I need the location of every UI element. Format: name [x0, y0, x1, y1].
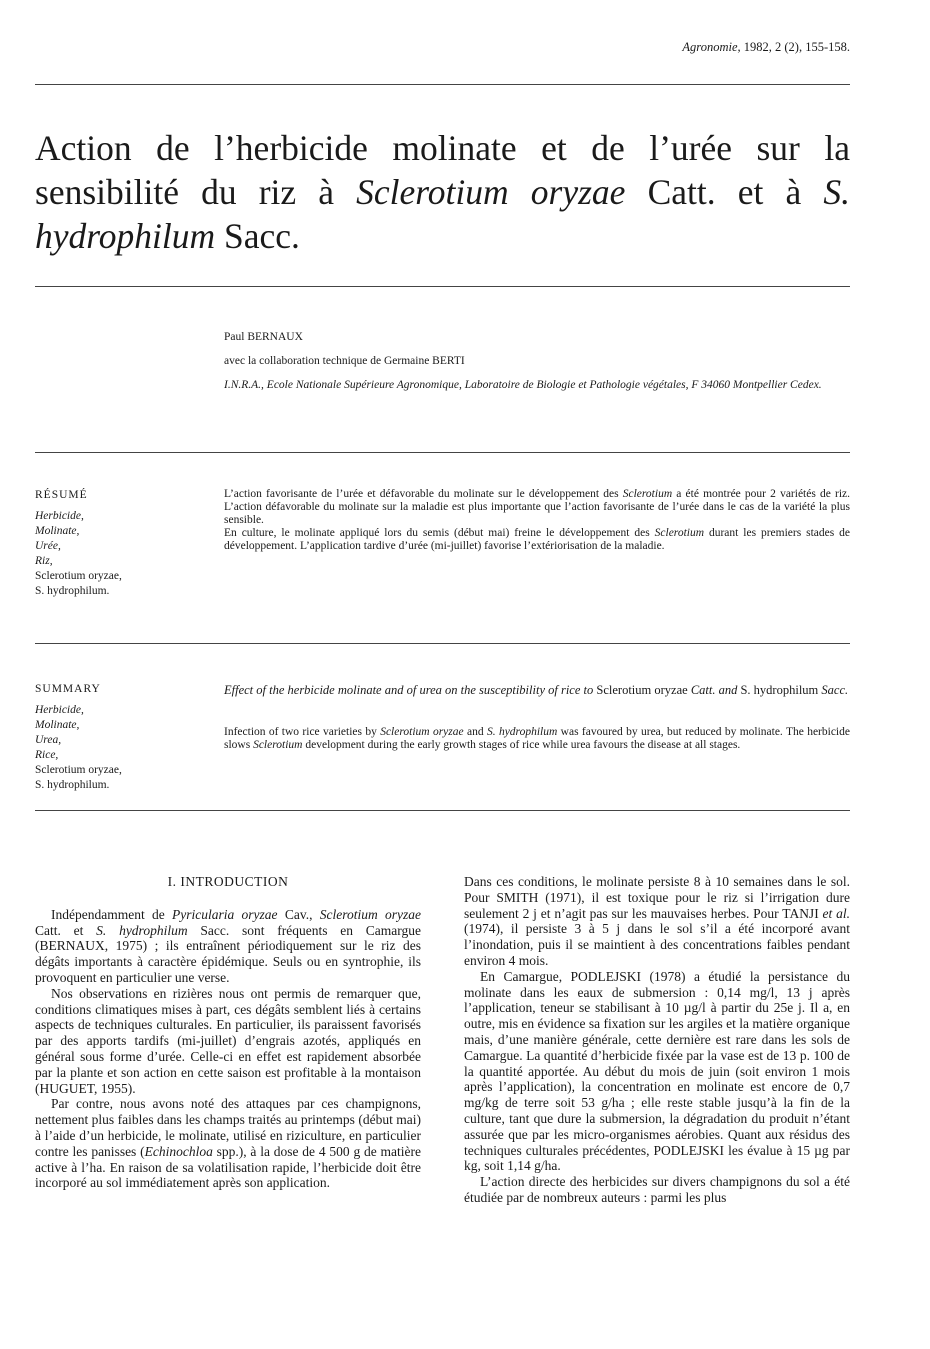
section-heading: I. INTRODUCTION	[167, 874, 289, 889]
collaboration-line: avec la collaboration technique de Germaine BERTI	[224, 355, 465, 367]
paragraph: Indépendamment de Pyricularia oryzae Cav., Sclerotium oryzae Catt. et S. hydrophilum Sacc. sont fréquents en Camargue (BERNAUX, 1975) ; ils entraînent périodiquement sur le riz des dégâts importants à caractère épidémique. Seuls ou en syntrophie, ils provoquent en particulier une verse.	[35, 906, 422, 985]
author-name: Paul BERNAUX	[224, 331, 303, 343]
journal-name: Agronomie,	[682, 40, 741, 54]
body-right-column	[464, 874, 850, 1206]
paragraph: L’action directe des herbicides sur divers champignons du sol a été étudiée par de nombreux auteurs : parmi les plus	[464, 1174, 850, 1205]
paragraph: Par contre, nous avons noté des attaques par ces champignons, nettement plus faibles dans les champs traités au printemps (début mai) à l’aide d’un herbicide, le molinate, utilisé en riziculture, en particulier contre les panisses (Echinochloa spp.), à la dose de 4 500 g de matière active à l’ha. En raison de sa volatilisation rapide, l’herbicide doit être incorporé au sol immédiatement après son application.	[35, 1096, 421, 1191]
resume-keywords: RÉSUMÉ Herbicide, Molinate, Urée, Riz, Sclerotium oryzae, S. hydrophilum.	[35, 488, 200, 599]
paragraph: Nos observations en rizières nous ont permis de remarquer que, conditions climatiques mises à part, ces dégâts semblent liés à certains aspects de techniques culturales. En particulier, ils paraissent favorisés par des apports tardifs (mi-juillet) d’engrais azotés, appliqués en général sous forme d’urée. Celle-ci en effet est rapidement absorbée par la plante et son action en cette saison est profitable à la montaison (HUGUET, 1955).	[35, 985, 421, 1096]
resume-heading: RÉSUMÉ	[35, 489, 88, 501]
paragraph: Dans ces conditions, le molinate persiste 8 à 10 semaines dans le sol. Pour SMITH (1971), il est toxique pour le riz si l’irrigation dure seulement 2 j et n’agit pas sur les mauvaises herbes. Pour TANJI et al. (1974), il persiste 3 à 5 j dans le sol s’il a été incorporé avant l’inondation, puis il se maintient à des concentrations faibles pendant environ 4 mois.	[464, 874, 850, 968]
summary-rule	[35, 810, 850, 811]
affiliation: I.N.R.A., Ecole Nationale Supérieure Agronomique, Laboratoire de Biologie et Pathologie végétales, F 34060 Montpellier Cedex.	[224, 379, 822, 391]
summary-keywords: SUMMARY Herbicide, Molinate, Urea, Rice, Sclerotium oryzae, S. hydrophilum.	[35, 682, 200, 793]
summary-title: Effect of the herbicide molinate and of urea on the susceptibility of rice to Sclerotium oryzae Catt. and S. hydrophilum Sacc.	[224, 683, 849, 697]
running-header	[682, 40, 850, 55]
citation: 1982, 2 (2), 155-158.	[740, 40, 850, 54]
article-title: Action de l’herbicide molinate et de l’urée sur la sensibilité du riz à Sclerotium oryzae Catt. et à S. hydrophilum Sacc.	[35, 128, 850, 256]
header-rule	[35, 84, 850, 85]
resume-rule	[35, 643, 850, 644]
author-block	[224, 330, 852, 402]
resume-text	[224, 488, 850, 553]
summary-text: Infection of two rice varieties by Sclerotium oryzae and S. hydrophilum was favoured by urea, but reduced by molinate. The herbicide slows Sclerotium development during the early growth stages of rice while urea favours the disease at all stages.	[224, 726, 850, 751]
title-rule	[35, 286, 850, 287]
body-left-column	[35, 874, 421, 1191]
paragraph: En Camargue, PODLEJSKI (1978) a étudié la persistance du molinate dans les eaux de submersion : 0,14 mg/l, 13 j après l’application, teneur se stabilisant à 10 µg/l à partir du 25e j. Il a, en outre, mis en évidence sa fixation sur les argiles et la matière organique mais, d’une manière générale, cette dernière est rare dans les sols de Camargue. La quantité d’herbicide fixée par la vase est de 13 p. 100 de la quantité apportée. Au début du mois de juin (soit environ 1 mois après l’application), la concentration en molinate est encore de 0,7 mg/kg de terre soit 53 g/ha ; elle reste stable jusqu’à la fin de la culture, tant que dure la submersion, la dégradation du produit n’étant assurée que par les micro-organismes aérobies. Quant aux résidus des techniques culturales précédentes, PODLEJSKI les évalue à 15 µg par kg, soit 1,14 g/ha.	[464, 968, 850, 1174]
authors-rule	[35, 452, 850, 453]
resume-paragraph: En culture, le molinate appliqué lors du semis (début mai) freine le développement des Sclerotium durant les premiers stades de développement. L’application tardive d’urée (mi-juillet) favorise l’extériorisation de la maladie.	[224, 527, 850, 552]
summary-heading: SUMMARY	[35, 683, 101, 695]
resume-paragraph: L’action favorisante de l’urée et défavorable du molinate sur le développement des Sclerotium a été montrée pour 2 variétés de riz. L’action défavorable du molinate sur la maladie est plus importante que l’action favorisante de l’urée dans le cas de la variété la plus sensible.	[224, 488, 850, 526]
